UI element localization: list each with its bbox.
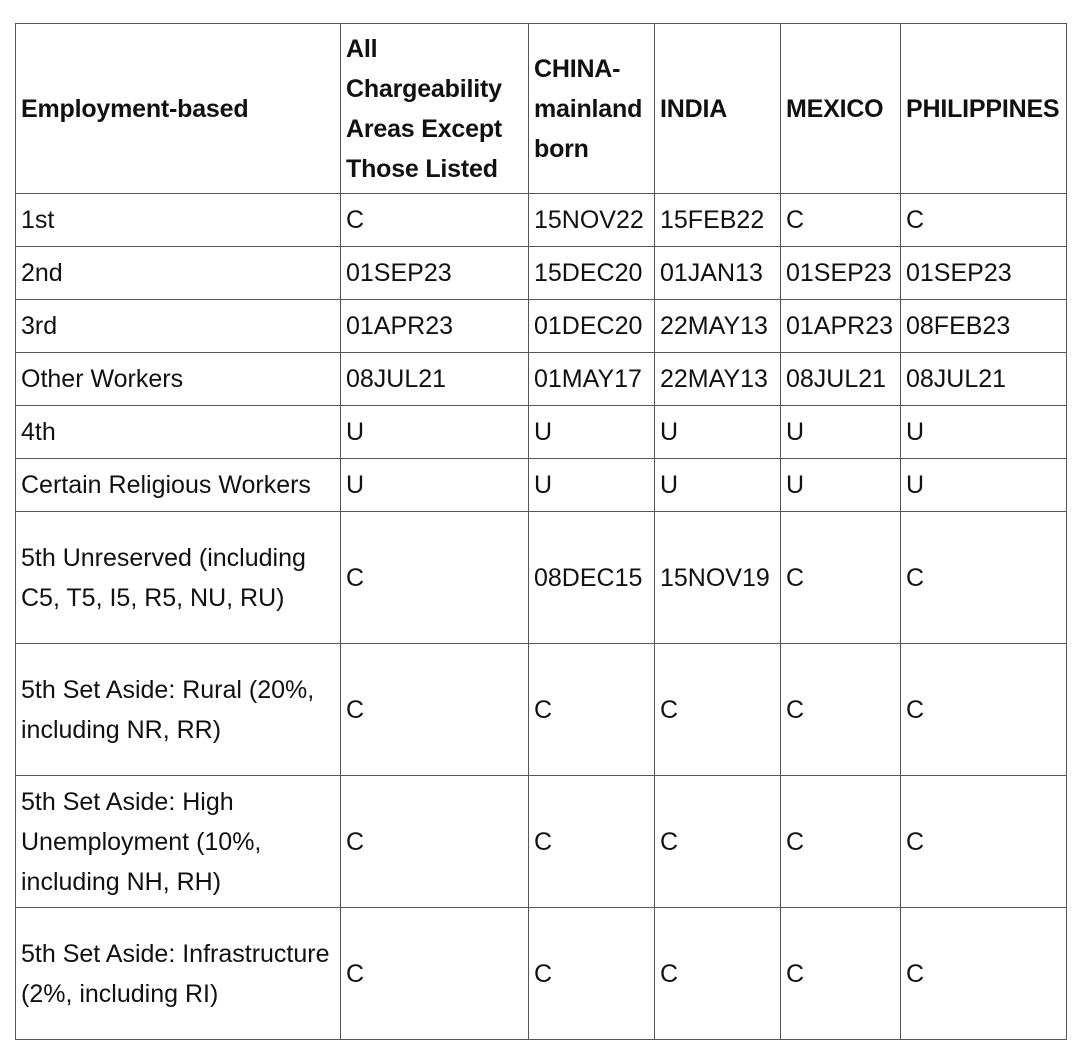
row-category: 5th Set Aside: Infrastructure (2%, including RI) [16, 908, 341, 1040]
cell-philippines: C [901, 644, 1067, 776]
cell-all-chargeability: 08JUL21 [341, 353, 529, 406]
cell-all-chargeability: C [341, 512, 529, 644]
cell-india: U [655, 459, 781, 512]
cell-all-chargeability: U [341, 406, 529, 459]
cell-mexico: C [781, 512, 901, 644]
cell-mexico: C [781, 908, 901, 1040]
cell-india: C [655, 776, 781, 908]
table-row [16, 300, 1067, 353]
table-row [16, 644, 1067, 776]
row-category: 3rd [16, 300, 341, 353]
cell-india: C [655, 908, 781, 1040]
cell-india: 22MAY13 [655, 300, 781, 353]
table-row [16, 908, 1067, 1040]
cell-india: C [655, 644, 781, 776]
cell-all-chargeability: C [341, 908, 529, 1040]
table-row [16, 459, 1067, 512]
cell-all-chargeability: 01APR23 [341, 300, 529, 353]
header-employment-based: Employment-based [16, 24, 341, 194]
cell-philippines: 08FEB23 [901, 300, 1067, 353]
cell-mexico: 08JUL21 [781, 353, 901, 406]
cell-mexico: U [781, 459, 901, 512]
cell-philippines: U [901, 459, 1067, 512]
cell-mexico: 01SEP23 [781, 247, 901, 300]
cell-china: U [529, 459, 655, 512]
header-philippines: PHILIPPINES [901, 24, 1067, 194]
row-category: 4th [16, 406, 341, 459]
row-category: 5th Set Aside: High Unemployment (10%, including NH, RH) [16, 776, 341, 908]
cell-philippines: C [901, 512, 1067, 644]
cell-mexico: U [781, 406, 901, 459]
cell-mexico: C [781, 776, 901, 908]
cell-philippines: 08JUL21 [901, 353, 1067, 406]
table-row [16, 353, 1067, 406]
cell-all-chargeability: 01SEP23 [341, 247, 529, 300]
row-category: Other Workers [16, 353, 341, 406]
cell-china: C [529, 644, 655, 776]
cell-all-chargeability: C [341, 194, 529, 247]
cell-all-chargeability: U [341, 459, 529, 512]
row-category: 5th Set Aside: Rural (20%, including NR, RR) [16, 644, 341, 776]
header-all-chargeability: All Chargeability Areas Except Those Listed [341, 24, 529, 194]
header-china: CHINA-mainland born [529, 24, 655, 194]
cell-philippines: 01SEP23 [901, 247, 1067, 300]
cell-china: C [529, 908, 655, 1040]
cell-india: 15FEB22 [655, 194, 781, 247]
table-row [16, 247, 1067, 300]
row-category: 5th Unreserved (including C5, T5, I5, R5, NU, RU) [16, 512, 341, 644]
cell-india: U [655, 406, 781, 459]
table-row [16, 512, 1067, 644]
cell-china: C [529, 776, 655, 908]
header-mexico: MEXICO [781, 24, 901, 194]
row-category: 1st [16, 194, 341, 247]
cell-china: U [529, 406, 655, 459]
table-row [16, 406, 1067, 459]
cell-china: 15DEC20 [529, 247, 655, 300]
cell-mexico: C [781, 644, 901, 776]
cell-philippines: C [901, 194, 1067, 247]
cell-all-chargeability: C [341, 644, 529, 776]
cell-philippines: C [901, 776, 1067, 908]
cell-china: 15NOV22 [529, 194, 655, 247]
row-category: 2nd [16, 247, 341, 300]
cell-india: 22MAY13 [655, 353, 781, 406]
header-india: INDIA [655, 24, 781, 194]
row-category: Certain Religious Workers [16, 459, 341, 512]
table-header [16, 24, 1067, 194]
visa-bulletin-table [15, 23, 1067, 1040]
header-row [16, 24, 1067, 194]
cell-india: 01JAN13 [655, 247, 781, 300]
cell-china: 01DEC20 [529, 300, 655, 353]
cell-philippines: C [901, 908, 1067, 1040]
cell-china: 08DEC15 [529, 512, 655, 644]
cell-china: 01MAY17 [529, 353, 655, 406]
cell-philippines: U [901, 406, 1067, 459]
cell-india: 15NOV19 [655, 512, 781, 644]
table-body [16, 194, 1067, 1040]
table-row [16, 776, 1067, 908]
cell-mexico: 01APR23 [781, 300, 901, 353]
cell-all-chargeability: C [341, 776, 529, 908]
table-row [16, 194, 1067, 247]
cell-mexico: C [781, 194, 901, 247]
